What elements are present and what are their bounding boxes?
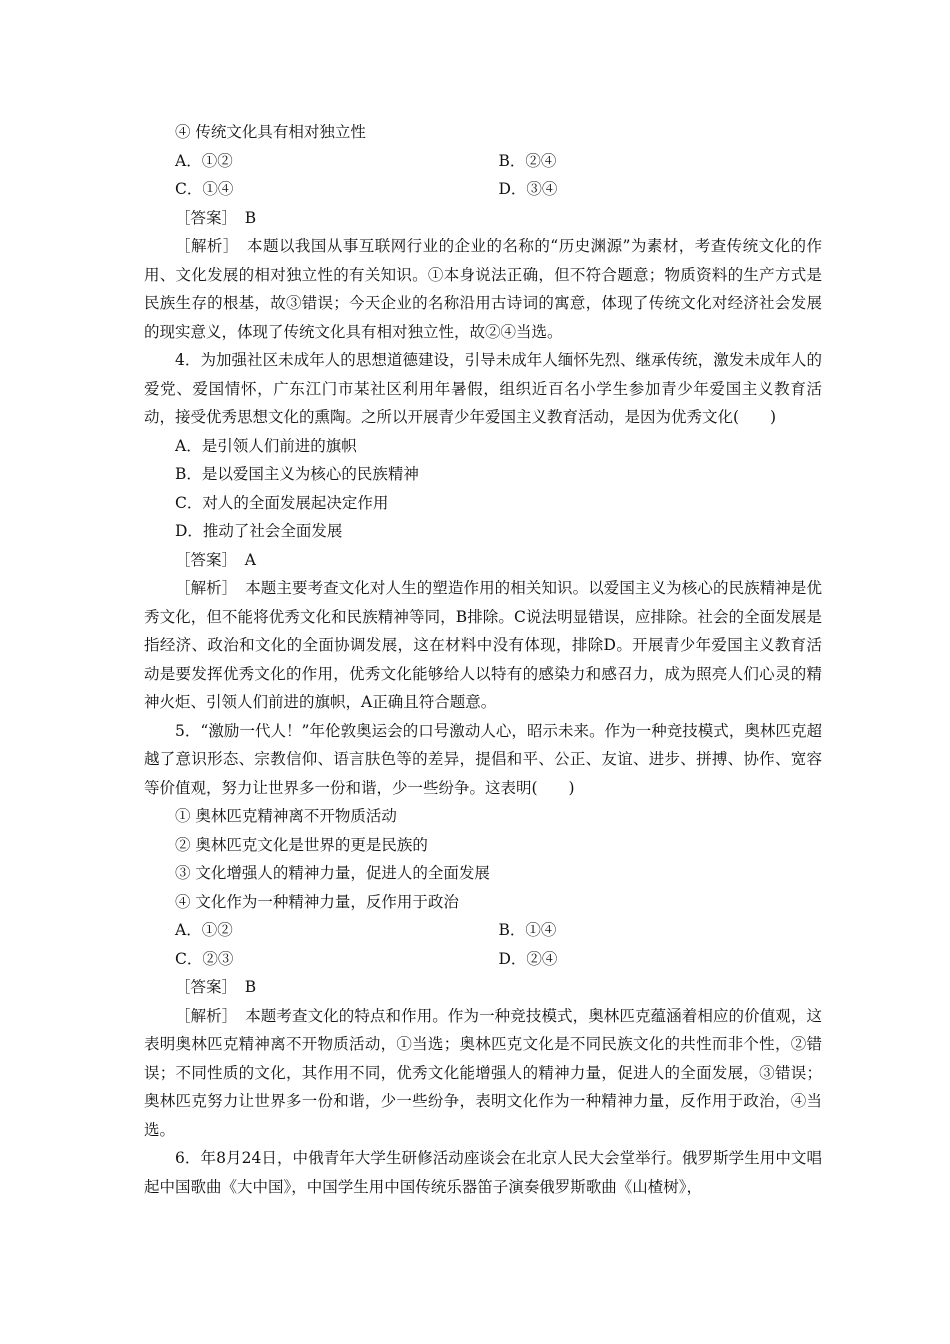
q5-item-4: ④ 文化作为一种精神力量，反作用于政治 xyxy=(175,892,459,911)
q4-option-b: B．是以爱国主义为核心的民族精神 xyxy=(175,465,419,483)
q3-choices-row-2 xyxy=(144,175,822,204)
q4-option-c: C．对人的全面发展起决定作用 xyxy=(175,493,389,512)
q4-answer: ［答案］ A xyxy=(175,550,256,569)
q5-answer: ［答案］ B xyxy=(175,978,257,996)
q5-choice-d: D．②④ xyxy=(498,949,558,968)
q4-stem: 4．为加强社区未成年人的思想道德建设，引导未成年人缅怀先烈、继承传统，激发未成年人的爱党、爱国情怀，广东江门市某社区利用年暑假，组织近百名小学生参加青少年爱国主义教育活动，接受优秀思想文化的熏陶。之所以开展青少年爱国主义教育活动，是因为优秀文化( ) xyxy=(144,351,822,426)
q3-answer: ［答案］ B xyxy=(175,208,257,227)
q3-choice-c: C．①④ xyxy=(175,180,234,198)
q5-item-3: ③ 文化增强人的精神力量，促进人的全面发展 xyxy=(175,864,490,882)
q5-choice-a: A．①② xyxy=(175,921,233,939)
q4-option-a: A．是引领人们前进的旗帜 xyxy=(175,436,357,455)
q3-choices-row-1 xyxy=(144,147,822,176)
q3-analysis: ［解析］ 本题以我国从事互联网行业的企业的名称的“历史渊源”为素材，考查传统文化的作用、文化发展的相对独立性的有关知识。①本身说法正确，但不符合题意；物质资料的生产方式是民族生存的根基，故③错误；今天企业的名称沿用古诗词的寓意，体现了传统文化对经济社会发展的现实意义，体现了传统文化具有相对独立性，故②④当选。 xyxy=(144,237,822,341)
q6-stem: 6．年8月24日，中俄青年大学生研修活动座谈会在北京人民大会堂举行。俄罗斯学生用中文唱起中国歌曲《大中国》，中国学生用中国传统乐器笛子演奏俄罗斯歌曲《山楂树》， xyxy=(144,1149,822,1196)
q3-choice-b: B．②④ xyxy=(498,151,557,170)
q5-choice-b: B．①④ xyxy=(498,921,557,939)
q5-analysis: ［解析］ 本题考查文化的特点和作用。作为一种竞技模式，奥林匹克蕴涵着相应的价值观，这表明奥林匹克精神离不开物质活动，①当选；奥林匹克文化是不同民族文化的共性而非个性，②错误；不同性质的文化，其作用不同，优秀文化能增强人的精神力量，促进人的全面发展，③错误；奥林匹克努力让世界多一份和谐，少一些纷争，表明文化作为一种精神力量，反作用于政治，④当选。 xyxy=(144,1006,822,1139)
q5-choices-row-1 xyxy=(144,916,822,945)
q5-choice-c: C．②③ xyxy=(175,949,234,968)
q4-option-d: D．推动了社会全面发展 xyxy=(175,522,343,540)
q5-item-1: ① 奥林匹克精神离不开物质活动 xyxy=(175,807,397,825)
document-page xyxy=(144,118,822,1201)
q5-stem: 5．“激励一代人！”年伦敦奥运会的口号激动人心，昭示未来。作为一种竞技模式，奥林匹克超越了意识形态、宗教信仰、语言肤色等的差异，提倡和平、公正、友谊、进步、拼搏、协作、宽容等价值观，努力让世界多一份和谐，少一些纷争。这表明( ) xyxy=(144,721,822,797)
q3-option-item-4: ④ 传统文化具有相对独立性 xyxy=(175,123,366,141)
q3-choice-a: A．①② xyxy=(175,151,233,170)
q5-item-2: ② 奥林匹克文化是世界的更是民族的 xyxy=(175,835,428,854)
q5-choices-row-2 xyxy=(144,945,822,974)
q4-analysis: ［解析］ 本题主要考查文化对人生的塑造作用的相关知识。以爱国主义为核心的民族精神是优秀文化，但不能将优秀文化和民族精神等同，B排除。C说法明显错误，应排除。社会的全面发展是指经济、政治和文化的全面协调发展，这在材料中没有体现，排除D。开展青少年爱国主义教育活动是要发挥优秀文化的作用，优秀文化能够给人以特有的感染力和感召力，成为照亮人们心灵的精神火炬、引领人们前进的旗帜，A正确且符合题意。 xyxy=(144,579,822,711)
q3-choice-d: D．③④ xyxy=(498,180,558,198)
